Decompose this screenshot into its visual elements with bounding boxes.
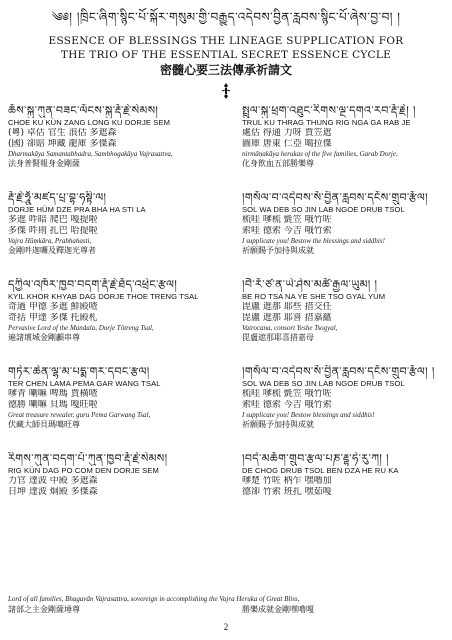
tibetan-line: །བཻ་རོ་ཙ་ན་ཡེ་ཤེས་མཚོ་རྒྱལ་ཡུམ། ། bbox=[242, 278, 378, 291]
cantonese-phonetic: 毘盧 遮那 耶些 措交任 bbox=[242, 302, 332, 312]
cantonese-phonetic: 奇過 甲德 多遮 鮮殿喳 bbox=[8, 302, 98, 312]
phonetic-line: SOL WA DEB SO JIN LAB NGOE DRUB TSOL bbox=[242, 205, 405, 214]
phonetic-line: RIG KÜN DAG PO COM DEN DORJE SEM bbox=[8, 466, 159, 475]
chinese-translation: 化身飲血五部勝樂尊 bbox=[242, 159, 314, 168]
chinese-translation: 毘盧遮那耶喜措嘉母 bbox=[242, 333, 314, 342]
phonetic-line: BE RO TSA NA YE SHE TSO GYAL YUM bbox=[242, 292, 386, 301]
title-english bbox=[20, 34, 432, 62]
cantonese-phonetic: 梳哇 嗲梳 氈笠 哦竹咗 bbox=[242, 215, 332, 225]
right-column bbox=[242, 104, 448, 511]
verse-block bbox=[8, 191, 214, 275]
tibetan-line: ཆོས་སྐུ་ཀུན་བཟང་ལོངས་སྐུ་རྡོ་རྗེ་སེམས། bbox=[8, 104, 159, 117]
english-translation: I supplicate you! Bestow the blessings and siddhis! bbox=[242, 237, 385, 245]
phonetic-line: SOL WA DEB SO JIN LAB NGOE DRUB TSOL bbox=[242, 379, 405, 388]
cantonese-phonetic: 嗲青 喇嘛 啤瑪 賈橫喳 bbox=[8, 389, 98, 399]
tibetan-line: །གསོལ་བ་འདེབས་སོ་བྱིན་རླབས་དངོས་གྲུབ་རྩོལ། ། bbox=[242, 365, 435, 378]
english-translation: Vajra Hūṃkāra, Prabhahasti, bbox=[8, 237, 92, 245]
mandarin-phonetic: 德勝 喇嘛 貝瑪 嘎旺啦 bbox=[8, 400, 98, 410]
english-translation: Great treasure revealer, guru Pema Garwang Tsal, bbox=[8, 411, 151, 419]
mandarin-phonetic: 日坤 達波 炯殿 多傑森 bbox=[8, 487, 98, 497]
verse-block bbox=[242, 278, 448, 362]
mandarin-phonetic: 奇括 甲達 多傑 托殿札 bbox=[8, 313, 98, 323]
chinese-translation: 祈願賜予加持與成就 bbox=[242, 420, 314, 429]
mandarin-phonetic: 索哇 德索 今吉 哦竹索 bbox=[242, 400, 332, 410]
verse-block bbox=[242, 104, 448, 188]
chinese-translation: 祈願賜予加持與成就 bbox=[242, 246, 314, 255]
english-translation: Vairocana, consort Yeshe Tsogyal, bbox=[242, 324, 338, 332]
tibetan-line: རྡོ་རྗེ་ཧཱུྃ་མཛད་པྲ་བྷ་ཧསྟི་ལ། bbox=[8, 191, 107, 204]
cantonese-phonetic: 梳哇 嗲梳 氈笠 哦竹咗 bbox=[242, 389, 332, 399]
tibetan-line: རིགས་ཀུན་བདག་པོ་ཀུན་ཁྱབ་རྡོ་རྗེ་སེམས། bbox=[8, 452, 168, 465]
tibetan-line: །གསོལ་བ་འདེབས་སོ་བྱིན་རླབས་དངོས་གྲུབ་རྩོལ། bbox=[242, 191, 428, 204]
page-number: 2 bbox=[223, 622, 229, 632]
verse-block bbox=[242, 191, 448, 275]
mandarin-phonetic: 索哇 德索 今吉 哦竹索 bbox=[242, 226, 332, 236]
chinese-translation: 勝樂成就金剛嘿嚕嘎 bbox=[242, 605, 314, 614]
chinese-translation: 遍諸壇城金剛顱串尊 bbox=[8, 333, 80, 342]
english-translation: Lord of all families, Bhagavān Vajrasattva, sovereign in accomplishing the Vajra Heruka of Great Bliss, bbox=[8, 595, 300, 603]
phonetic-line: CHOE KU KÜN ZANG LONG KU DORJE SEM bbox=[8, 118, 171, 127]
mandarin-phonetic: 毘盧 遮那 耶喜 措嘉蘊 bbox=[242, 313, 332, 323]
chinese-translation: 伏藏大師貝瑪噶旺尊 bbox=[8, 420, 80, 429]
vajra-icon bbox=[220, 82, 232, 100]
english-translation: Pervasive Lord of the Mandala, Dorje Tötreng Tsal, bbox=[8, 324, 154, 332]
phonetic-line: DE CHOG DRUB TSOL BEN DZA HE RU KA bbox=[242, 466, 399, 475]
verse-block bbox=[242, 452, 448, 508]
mandarin-phonetic: 圖庫 唐東 仁亞 噶拉傑 bbox=[242, 139, 332, 149]
title-tibetan: ༄༅། །ཁྲིང་ཞིག་སྙིང་པོ་སྐོར་གསུམ་གྱི་བརྒྱུད་འདེབས་བྱིན་རླབས་སྙིང་པོ་ཞེས་བྱ་བ། ། bbox=[51, 10, 401, 24]
footer-translation bbox=[8, 595, 448, 604]
tibetan-line: གཏེར་ཆེན་ལྷ་མ་པདྨ་གར་དབང་རྩལ། bbox=[8, 365, 150, 378]
mandarin-phonetic: (國) 卻賠 坤藏 龍庫 多傑森 bbox=[8, 139, 117, 149]
chinese-translation: 法身普賢報身金剛薩 bbox=[8, 159, 80, 168]
title-english-line1: ESSENCE OF BLESSINGS THE LINEAGE SUPPLICATION FOR bbox=[48, 35, 404, 47]
cantonese-phonetic: 多遮 吽暗 爬巴 嘎提啦 bbox=[8, 215, 98, 225]
cantonese-phonetic: 力官 達波 中殿 多遮森 bbox=[8, 476, 98, 486]
tibetan-line: །བདེ་མཆོག་གྲུབ་རྩལ་པཎ་རྡྷ་ཧེ་རུ་ཀ། ། bbox=[242, 452, 389, 465]
cantonese-phonetic: 處估 得通 力呀 賈笠遮 bbox=[242, 128, 332, 138]
title-english-line2: THE TRIO OF THE ESSENTIAL SECRET ESSENCE CYCLE bbox=[60, 49, 392, 61]
mandarin-phonetic: 德卻 竹索 班扎 嘿茹嘎 bbox=[242, 487, 332, 497]
verse-block bbox=[8, 104, 214, 188]
phonetic-line: TER CHEN LAMA PEMA GAR WANG TSAL bbox=[8, 379, 161, 388]
mandarin-phonetic: 多傑 吽則 扎巴 哈提啦 bbox=[8, 226, 98, 236]
footer-chinese-left bbox=[8, 605, 214, 615]
footer-chinese-right bbox=[242, 605, 448, 615]
tibetan-line: དཀྱིལ་འཁོར་ཁྱབ་བདག་རྡོ་རྗེ་ཐོད་འཕྲེང་རྩལ། bbox=[8, 278, 178, 291]
tibetan-line: སྤྲུལ་སྐུ་ཕྲག་འཐུང་རིགས་ལྔ་དགའ་རབ་རྡོ་རྗེ། ། bbox=[242, 104, 416, 117]
verse-block bbox=[8, 365, 214, 449]
left-column bbox=[8, 104, 214, 511]
verse-block bbox=[8, 278, 214, 362]
english-translation: Dharmakāya Samantabhadra, Sambhogakāya Vajrasattva, bbox=[8, 150, 173, 158]
cantonese-phonetic: (粵) 卓估 官生 浪估 多遮森 bbox=[8, 128, 117, 138]
chinese-translation: 金剛吽迦囉及釋迦光尊者 bbox=[8, 246, 96, 255]
cantonese-phonetic: 嗲楚 竹咗 柄乍 嘿嚕加 bbox=[242, 476, 332, 486]
phonetic-line: TRUL KU THRAG THUNG RIG NGA GA RAB JE bbox=[242, 118, 411, 127]
english-translation: nirmāṇakāya herukas of the five families, Garab Dorje, bbox=[242, 150, 398, 158]
chinese-translation: 諸部之主金剛薩埵尊 bbox=[8, 605, 80, 614]
phonetic-line: DORJE HÜM DZE PRA BHA HA STI LA bbox=[8, 205, 146, 214]
title-chinese: 密髓心要三法傳承祈請文 bbox=[159, 63, 292, 77]
english-translation: I supplicate you! Bestow blessings and siddhis! bbox=[242, 411, 375, 419]
phonetic-line: KYIL KHOR KHYAB DAG DORJE THOE TRENG TSAL bbox=[8, 292, 199, 301]
verse-block bbox=[242, 365, 448, 449]
verse-block bbox=[8, 452, 214, 508]
